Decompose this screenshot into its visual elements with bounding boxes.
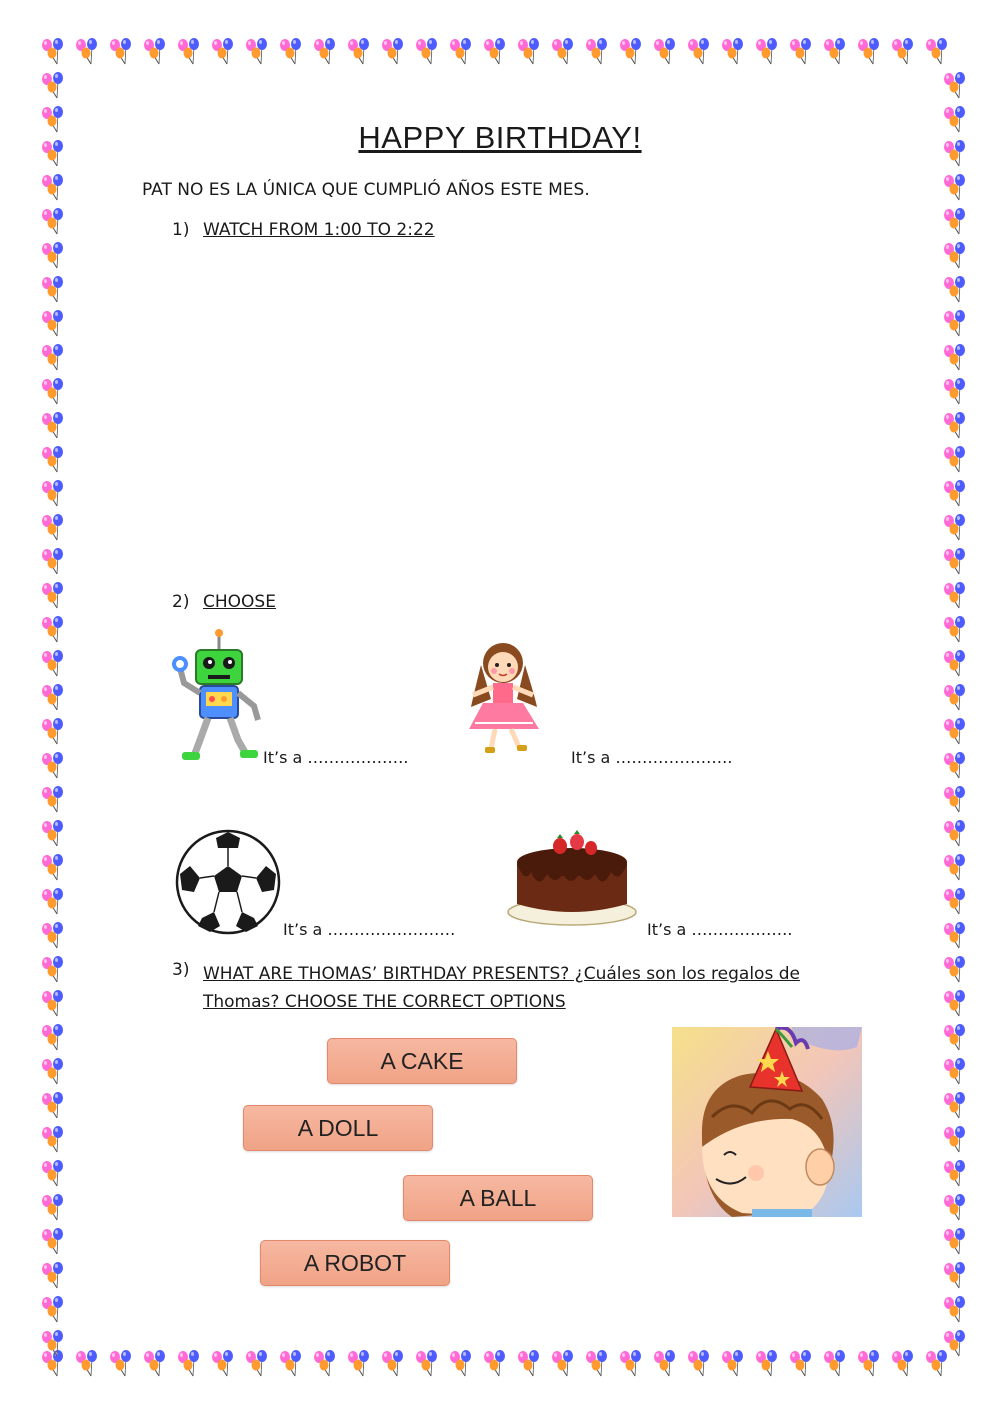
option-ball-button[interactable]: A BALL [403,1175,593,1221]
balloon-icon [582,1350,612,1380]
balloon-icon [548,1350,578,1380]
balloon-icon [38,1262,68,1292]
balloon-icon [940,990,970,1020]
balloon-icon [940,412,970,442]
balloon-icon [38,548,68,578]
balloon-icon [38,174,68,204]
balloon-icon [684,1350,714,1380]
balloon-icon [38,208,68,238]
balloon-icon [616,1350,646,1380]
balloon-icon [38,922,68,952]
balloon-icon [684,38,714,68]
question-text: WATCH FROM 1:00 TO 2:22 [203,220,435,240]
balloon-icon [786,38,816,68]
balloon-icon [38,412,68,442]
balloon-icon [38,242,68,272]
balloon-icon [940,854,970,884]
balloon-icon [276,38,306,68]
balloon-icon [718,1350,748,1380]
doll-image [463,637,548,759]
balloon-icon [140,38,170,68]
balloon-icon [582,38,612,68]
balloon-icon [718,38,748,68]
balloon-icon [38,1024,68,1054]
balloon-icon [38,786,68,816]
balloon-icon [940,1126,970,1156]
question-number: 1) [172,220,190,240]
balloon-icon [38,1058,68,1088]
balloon-icon [940,310,970,340]
balloon-icon [514,38,544,68]
balloon-icon [72,1350,102,1380]
balloon-icon [38,1126,68,1156]
balloon-icon [72,38,102,68]
balloon-icon [38,718,68,748]
balloon-icon [940,786,970,816]
balloon-icon [38,1092,68,1122]
balloon-icon [38,990,68,1020]
fill-cake: It’s a ………………. [647,920,793,939]
balloon-icon [38,1296,68,1326]
balloon-icon [548,38,578,68]
balloon-icon [940,446,970,476]
balloon-icon [752,38,782,68]
balloon-icon [378,38,408,68]
question-text: WHAT ARE THOMAS’ BIRTHDAY PRESENTS? ¿Cuáles son los regalos de Thomas? CHOOSE THE CORRECT OPTIONS [203,964,800,1012]
fill-ball: It’s a …………………… [283,920,456,939]
balloon-icon [940,242,970,272]
balloon-icon [38,582,68,612]
balloon-icon [820,38,850,68]
balloon-icon [38,446,68,476]
balloon-icon [446,1350,476,1380]
balloon-icon [38,1194,68,1224]
balloon-icon [242,38,272,68]
balloon-icon [940,1330,970,1360]
question-number: 3) [172,960,190,980]
balloon-icon [38,956,68,986]
balloon-icon [38,684,68,714]
balloon-icon [888,1350,918,1380]
balloon-icon [940,514,970,544]
balloon-icon [38,1228,68,1258]
balloon-icon [786,1350,816,1380]
balloon-icon [616,38,646,68]
balloon-icon [854,1350,884,1380]
balloon-icon [940,208,970,238]
balloon-icon [38,514,68,544]
balloon-icon [940,548,970,578]
balloon-icon [940,378,970,408]
intro-text: PAT NO ES LA ÚNICA QUE CUMPLIÓ AÑOS ESTE MES. [142,180,590,200]
option-robot-button[interactable]: A ROBOT [260,1240,450,1286]
balloon-icon [940,616,970,646]
balloon-icon [38,650,68,680]
balloon-icon [276,1350,306,1380]
balloon-icon [940,956,970,986]
balloon-icon [38,276,68,306]
balloon-icon [940,922,970,952]
balloon-icon [480,1350,510,1380]
balloon-icon [940,1024,970,1054]
balloon-icon [940,582,970,612]
balloon-icon [940,1160,970,1190]
balloon-icon [208,1350,238,1380]
balloon-icon [940,684,970,714]
balloon-icon [38,1160,68,1190]
balloon-icon [940,1058,970,1088]
balloon-icon [38,72,68,102]
fill-doll: It’s a …………………. [571,748,733,767]
balloon-icon [940,344,970,374]
thomas-image [672,1027,862,1217]
cake-image [505,824,640,928]
ball-image [174,826,282,938]
balloon-icon [174,38,204,68]
balloon-icon [650,38,680,68]
balloon-icon [174,1350,204,1380]
balloon-icon [514,1350,544,1380]
balloon-icon [940,72,970,102]
balloon-icon [446,38,476,68]
balloon-icon [940,650,970,680]
balloon-icon [888,38,918,68]
question-text: CHOOSE [203,592,276,612]
balloon-icon [480,38,510,68]
balloon-icon [38,820,68,850]
balloon-icon [310,38,340,68]
balloon-icon [38,480,68,510]
balloon-icon [940,752,970,782]
balloon-icon [242,1350,272,1380]
balloon-icon [922,38,952,68]
balloon-icon [106,1350,136,1380]
balloon-icon [38,378,68,408]
balloon-icon [378,1350,408,1380]
balloon-icon [820,1350,850,1380]
balloon-icon [940,888,970,918]
robot-image [172,628,267,763]
balloon-icon [940,480,970,510]
balloon-icon [940,718,970,748]
balloon-icon [38,616,68,646]
balloon-icon [854,38,884,68]
balloon-icon [38,344,68,374]
option-cake-button[interactable]: A CAKE [327,1038,517,1084]
balloon-icon [344,38,374,68]
balloon-icon [38,752,68,782]
balloon-icon [344,1350,374,1380]
balloon-icon [412,1350,442,1380]
balloon-icon [940,1262,970,1292]
balloon-icon [38,310,68,340]
balloon-icon [940,1296,970,1326]
balloon-icon [208,38,238,68]
fill-robot: It’s a ………………. [263,748,409,767]
balloon-icon [38,888,68,918]
balloon-icon [140,1350,170,1380]
balloon-icon [940,820,970,850]
balloon-icon [940,276,970,306]
balloon-icon [38,38,68,68]
balloon-icon [38,854,68,884]
page-title: HAPPY BIRTHDAY! [358,120,642,155]
balloon-icon [940,1092,970,1122]
balloon-icon [940,1228,970,1258]
balloon-icon [940,174,970,204]
balloon-icon [752,1350,782,1380]
balloon-icon [38,1330,68,1360]
question-number: 2) [172,592,190,612]
balloon-icon [106,38,136,68]
balloon-icon [940,1194,970,1224]
balloon-icon [412,38,442,68]
balloon-icon [650,1350,680,1380]
balloon-icon [310,1350,340,1380]
option-doll-button[interactable]: A DOLL [243,1105,433,1151]
